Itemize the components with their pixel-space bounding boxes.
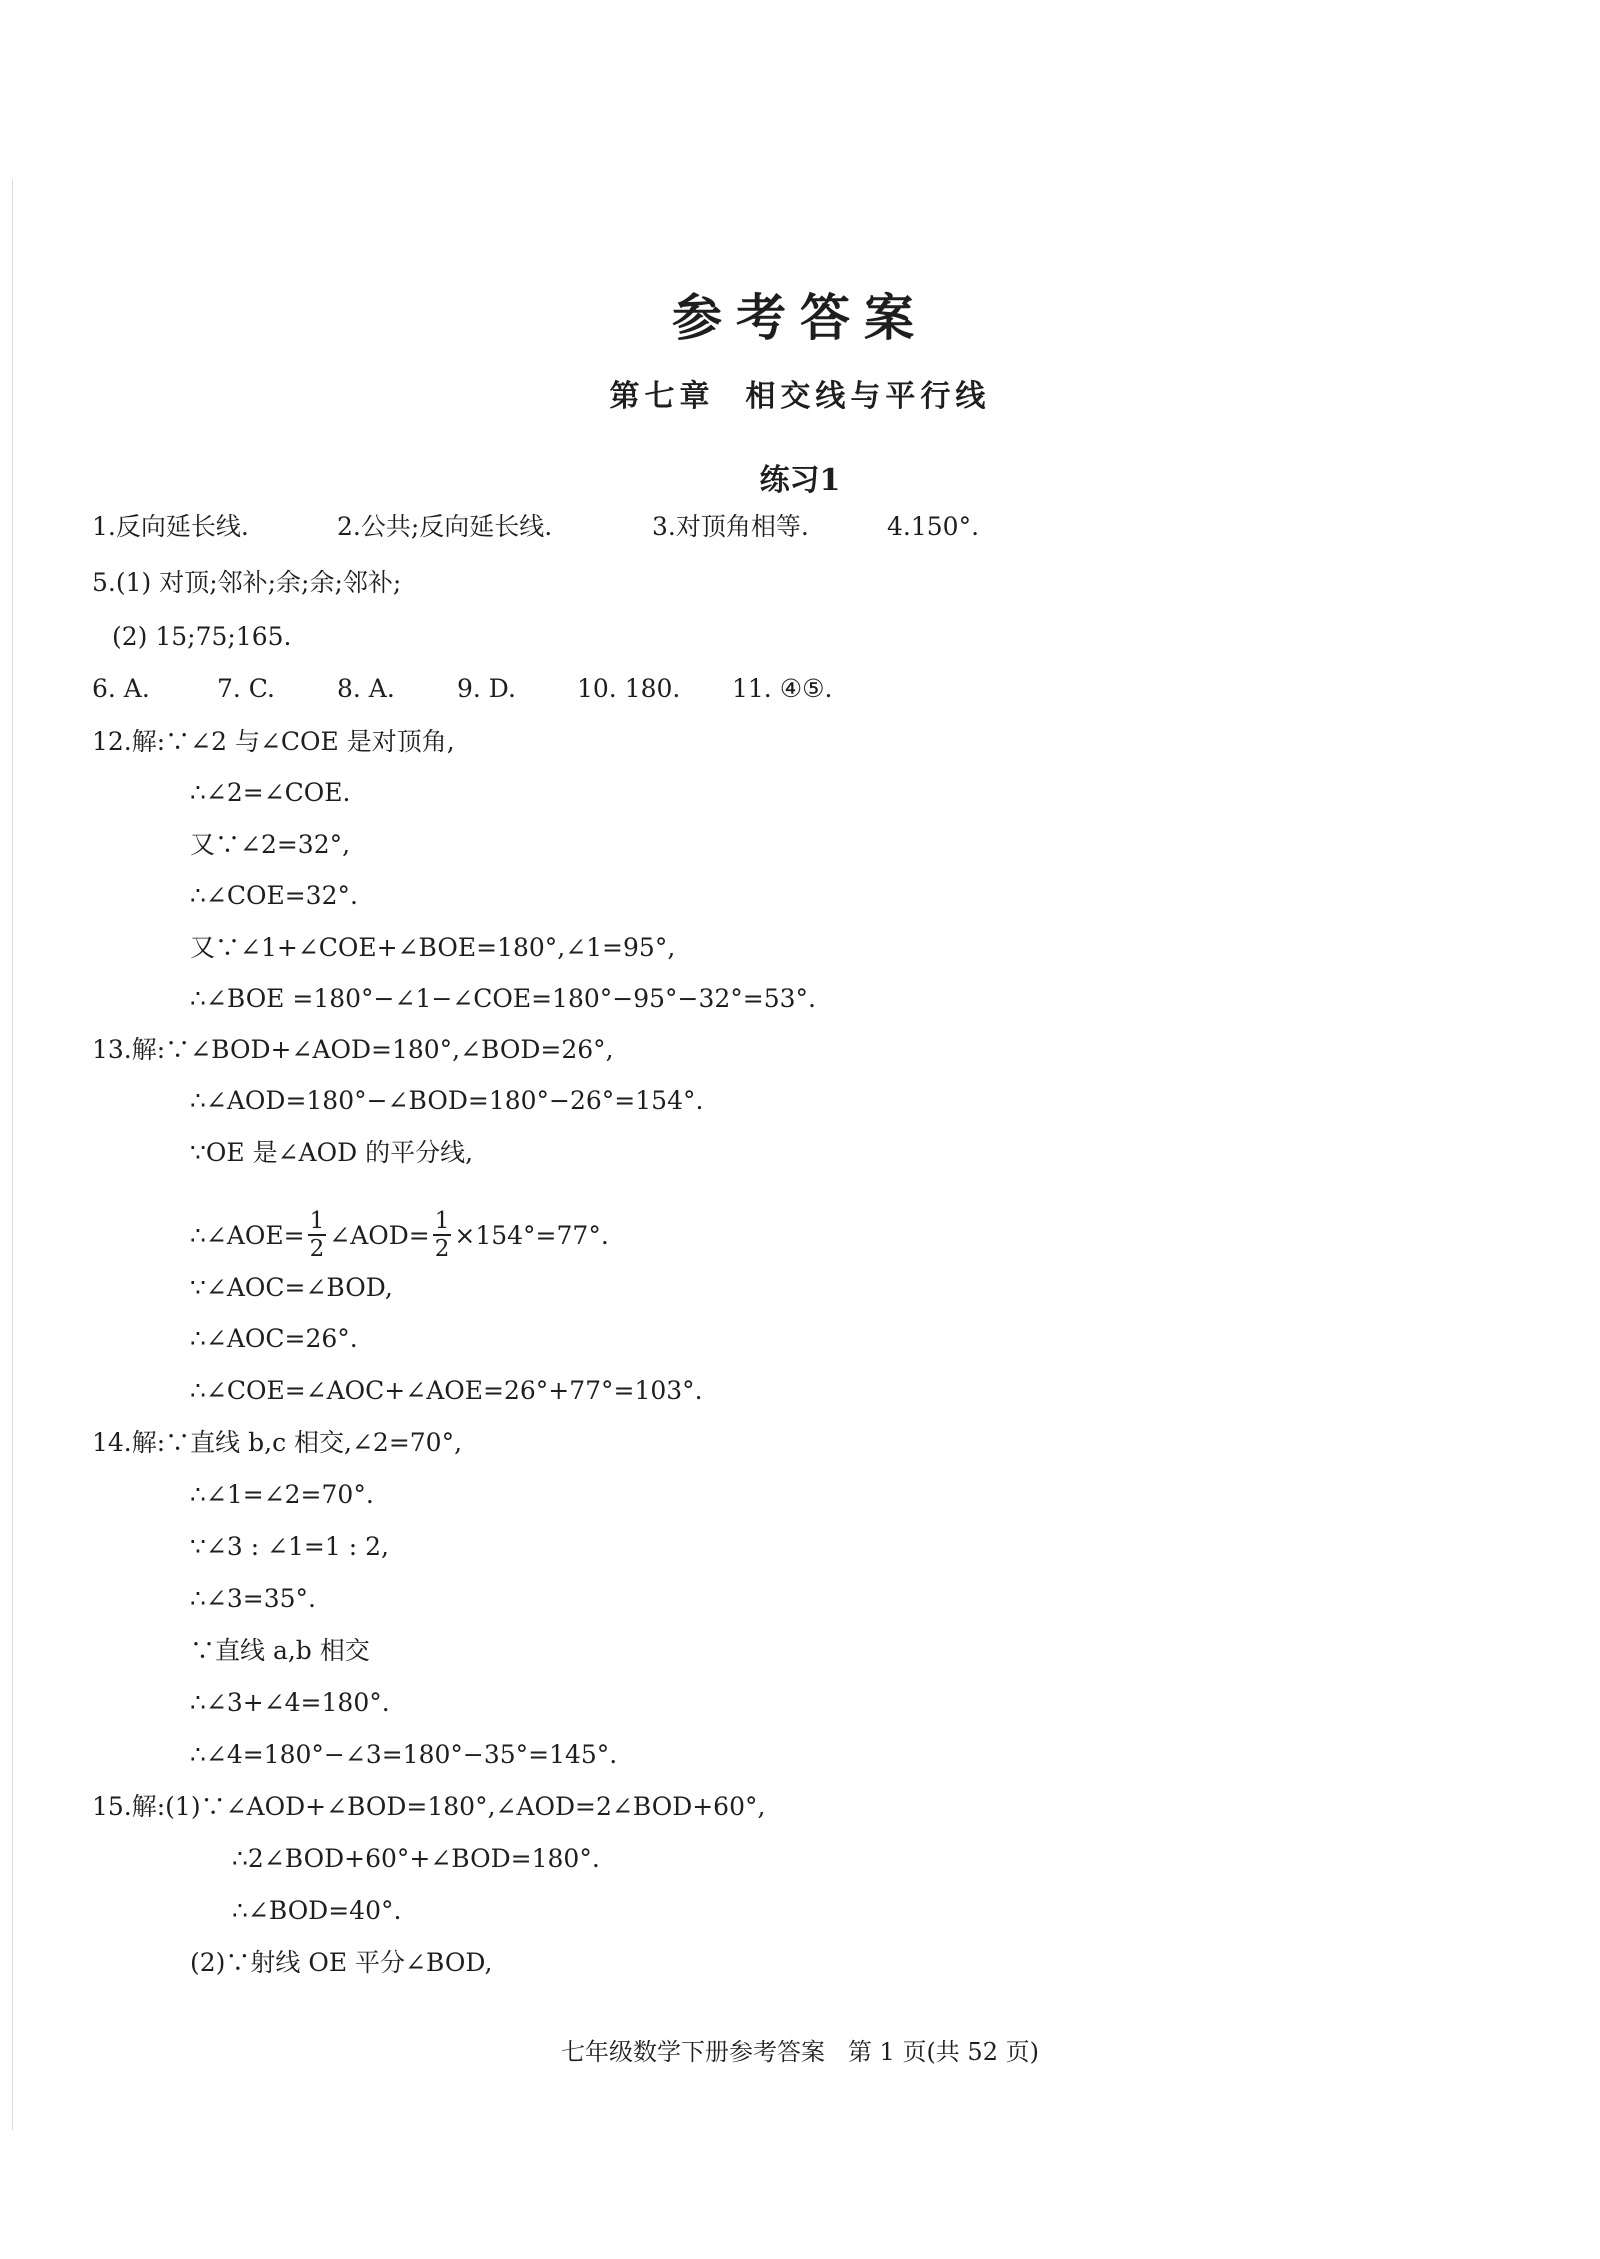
fraction-denominator: 2	[309, 1236, 325, 1262]
fraction-denominator: 2	[434, 1236, 450, 1262]
section-heading: 练习1	[759, 463, 841, 498]
fraction-numerator: 1	[434, 1208, 450, 1234]
answer-5-part-2: (2) 15;75;165.	[112, 622, 292, 651]
q12-line-6: ∴∠BOE =180°−∠1−∠COE=180°−95°−32°=53°.	[190, 984, 817, 1013]
q12-line-4: ∴∠COE=32°.	[190, 881, 358, 910]
answer-2: 2.公共;反向延长线.	[337, 512, 553, 541]
chapter-heading: 第七章 相交线与平行线	[609, 379, 991, 414]
answer-1: 1.反向延长线.	[92, 512, 249, 541]
answer-11: 11. ④⑤.	[732, 674, 833, 703]
page-footer: 七年级数学下册参考答案 第 1 页(共 52 页)	[561, 2038, 1039, 2066]
q12-line-2: ∴∠2=∠COE.	[190, 778, 351, 807]
q13-frac-text-3: ×154°=77°.	[454, 1220, 609, 1250]
q13-line-6: ∴∠AOC=26°.	[190, 1324, 358, 1353]
q14-line-5: ∵直线 a,b 相交	[190, 1636, 370, 1665]
q13-line-3: ∵OE 是∠AOD 的平分线,	[190, 1138, 474, 1167]
q14-line-7: ∴∠4=180°−∠3=180°−35°=145°.	[190, 1740, 618, 1769]
page-title: 参考答案	[672, 288, 928, 347]
q15-line-4: (2)∵射线 OE 平分∠BOD,	[190, 1948, 493, 1977]
q14-line-6: ∴∠3+∠4=180°.	[190, 1688, 390, 1717]
answer-8: 8. A.	[337, 674, 395, 703]
q15-line-2: ∴2∠BOD+60°+∠BOD=180°.	[232, 1844, 600, 1873]
q15-line-1: 15.解:(1)∵∠AOD+∠BOD=180°,∠AOD=2∠BOD+60°,	[92, 1792, 766, 1821]
q13-line-1: 13.解:∵∠BOD+∠AOD=180°,∠BOD=26°,	[92, 1035, 614, 1064]
answer-4: 4.150°.	[887, 512, 980, 541]
answer-10: 10. 180.	[577, 674, 681, 703]
answer-7: 7. C.	[217, 674, 275, 703]
answer-9: 9. D.	[457, 674, 516, 703]
q13-frac-text-2: ∠AOD=	[329, 1220, 430, 1250]
q14-line-3: ∵∠3 : ∠1=1 : 2,	[190, 1532, 389, 1561]
q12-line-5: 又∵∠1+∠COE+∠BOE=180°,∠1=95°,	[190, 933, 676, 962]
q15-line-3: ∴∠BOD=40°.	[232, 1896, 402, 1925]
answer-3: 3.对顶角相等.	[652, 512, 809, 541]
q12-line-1: 12.解:∵∠2 与∠COE 是对顶角,	[92, 727, 455, 756]
q13-line-7: ∴∠COE=∠AOC+∠AOE=26°+77°=103°.	[190, 1376, 703, 1405]
q14-line-1: 14.解:∵直线 b,c 相交,∠2=70°,	[92, 1428, 463, 1457]
answer-6: 6. A.	[92, 674, 150, 703]
fraction-half-1	[308, 1208, 327, 1262]
q13-frac-text-1: ∴∠AOE=	[190, 1220, 305, 1250]
q13-line-2: ∴∠AOD=180°−∠BOD=180°−26°=154°.	[190, 1086, 704, 1115]
q12-line-3: 又∵∠2=32°,	[190, 830, 351, 859]
q13-fraction-line	[190, 1190, 609, 1280]
answer-5-part-1: 5.(1) 对顶;邻补;余;余;邻补;	[92, 568, 402, 597]
fraction-half-2	[433, 1208, 452, 1262]
q14-line-4: ∴∠3=35°.	[190, 1584, 316, 1613]
q13-line-5: ∵∠AOC=∠BOD,	[190, 1273, 393, 1302]
q14-line-2: ∴∠1=∠2=70°.	[190, 1480, 374, 1509]
fraction-numerator: 1	[309, 1208, 325, 1234]
